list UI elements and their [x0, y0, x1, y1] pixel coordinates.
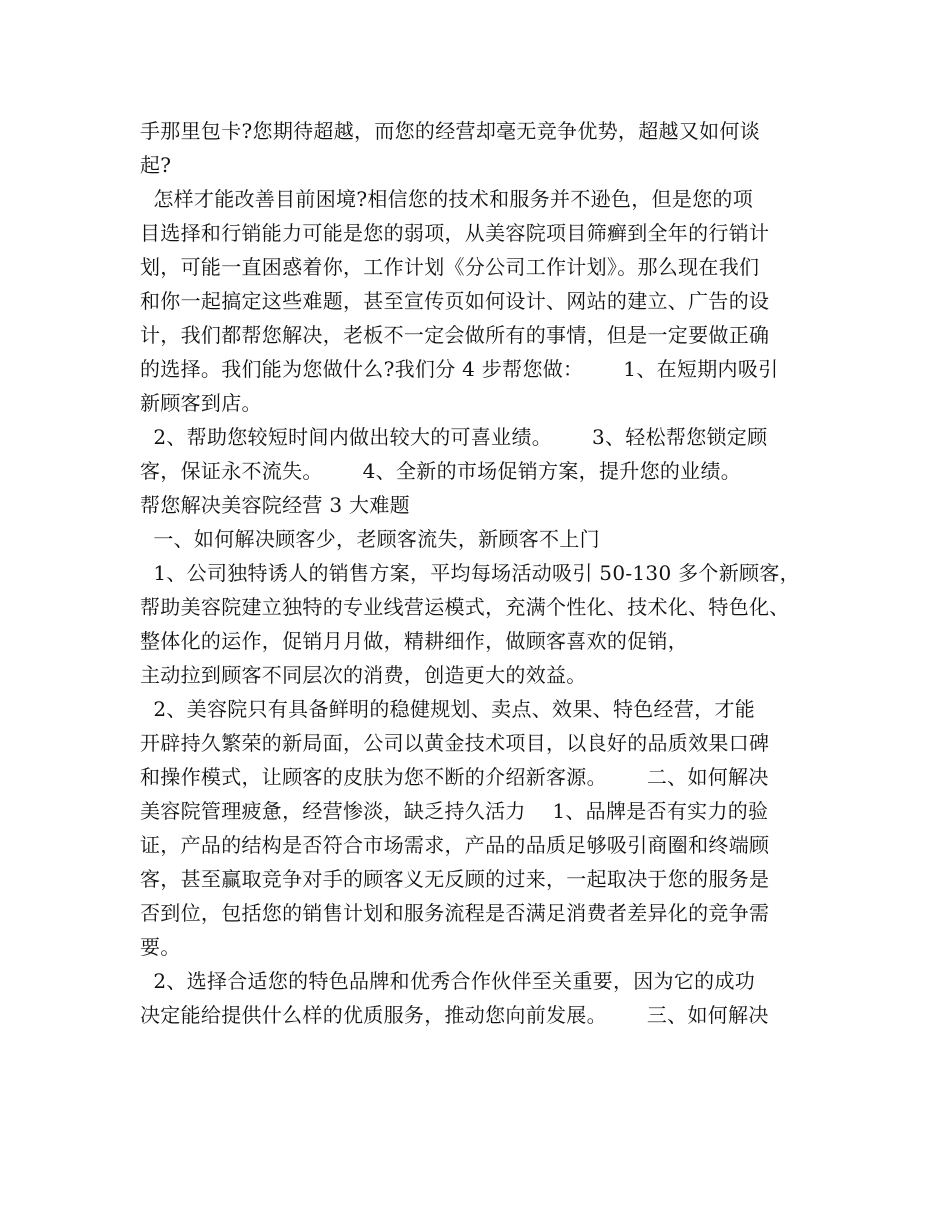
text-line: 客，甚至赢取竞争对手的顾客义无反顾的过来，一起取决于您的服务是: [140, 867, 770, 891]
text-line: 计，我们都帮您解决，老板不一定会做所有的事情，但是一定要做正确: [140, 323, 770, 347]
text-line: 美容院管理疲惫，经营惨淡，缺乏持久活力 1、品牌是否有实力的验: [140, 799, 769, 823]
text-line: 起?: [140, 153, 172, 177]
text-line: 一、如何解决顾客少，老顾客流失，新顾客不上门: [140, 527, 600, 551]
text-line: 1、公司独特诱人的销售方案，平均每场活动吸引 50-130 多个新顾客，: [140, 561, 800, 585]
text-line: 帮助美容院建立独特的专业线营运模式，充满个性化、技术化、特色化、: [140, 595, 790, 619]
text-line: 证，产品的结构是否符合市场需求，产品的品质足够吸引商圈和终端顾: [140, 833, 770, 857]
section-heading: 帮您解决美容院经营 3 大难题: [140, 493, 410, 517]
text-line: 客，保证永不流失。 4、全新的市场促销方案，提升您的业绩。: [140, 459, 742, 483]
text-line: 和操作模式，让顾客的皮肤为您不断的介绍新客源。 二、如何解决: [140, 765, 769, 789]
text-line: 手那里包卡?您期待超越，而您的经营却毫无竞争优势，超越又如何谈: [140, 119, 761, 143]
text-line: 目选择和行销能力可能是您的弱项，从美容院项目筛癣到全年的行销计: [140, 221, 770, 245]
text-line: 主动拉到顾客不同层次的消费，创造更大的效益。: [140, 663, 587, 687]
text-line: 2、帮助您较短时间内做出较大的可喜业绩。 3、轻松帮您锁定顾: [140, 425, 768, 449]
text-line: 2、选择合适您的特色品牌和优秀合作伙伴至关重要，因为它的成功: [140, 969, 756, 993]
text-line: 整体化的运作，促销月月做，精耕细作，做顾客喜欢的促销，: [140, 629, 689, 653]
text-line: 要。: [140, 935, 181, 959]
text-line: 决定能给提供什么样的优质服务，推动您向前发展。 三、如何解决: [140, 1003, 769, 1027]
text-line: 2、美容院只有具备鲜明的稳健规划、卖点、效果、特色经营，才能: [140, 697, 756, 721]
text-line: 新顾客到店。: [140, 391, 262, 415]
text-line: 开辟持久繁荣的新局面，公司以黄金技术项目，以良好的品质效果口碑: [140, 731, 770, 755]
text-line: 的选择。我们能为您做什么?我们分 4 步帮您做： 1、在短期内吸引: [140, 357, 779, 381]
text-line: 怎样才能改善目前困境?相信您的技术和服务并不逊色，但是您的项: [140, 187, 754, 211]
text-line: 划，可能一直困惑着你，工作计划《分公司工作计划》。那么现在我们: [140, 255, 760, 279]
text-line: 否到位，包括您的销售计划和服务流程是否满足消费者差异化的竞争需: [140, 901, 770, 925]
text-line: 和你一起搞定这些难题，甚至宣传页如何设计、网站的建立、广告的设: [140, 289, 770, 313]
